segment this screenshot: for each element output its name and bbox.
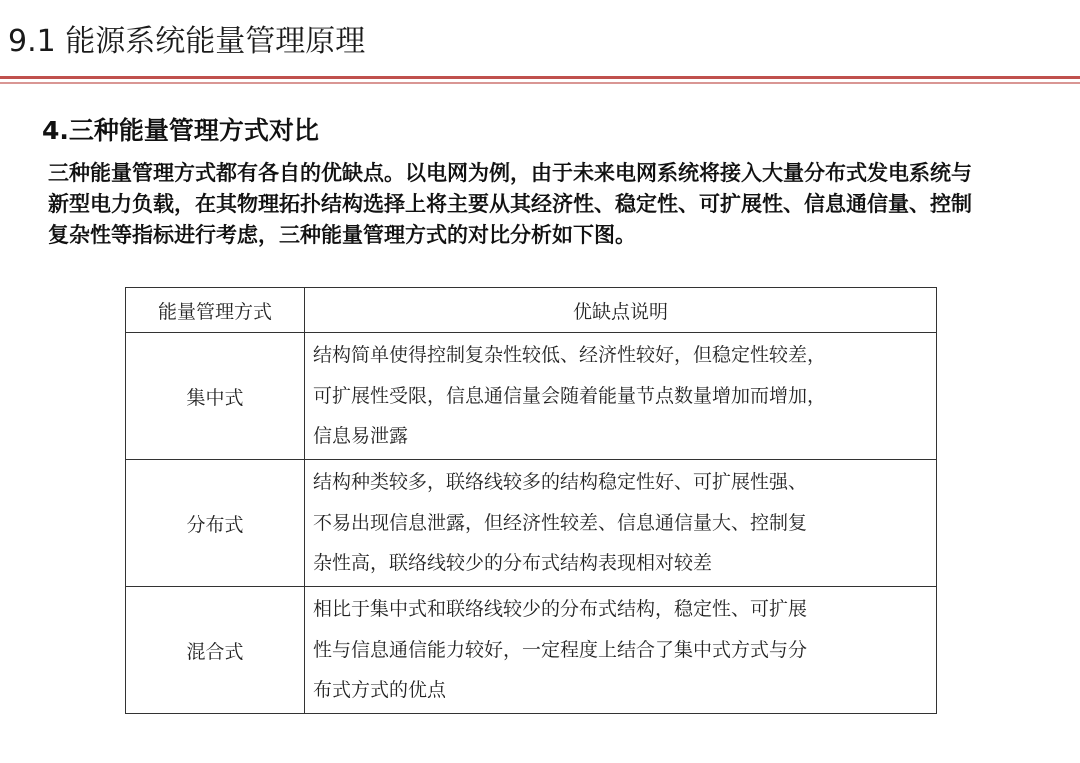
section-paragraph: 三种能量管理方式都有各自的优缺点。以电网为例，由于未来电网系统将接入大量分布式发电系统与新型电力负载，在其物理拓扑结构选择上将主要从其经济性、稳定性、可扩展性、信息通信量、控制复杂性等指标进行考虑，三种能量管理方式的对比分析如下图。 [48,161,972,247]
description-line: 结构种类较多，联络线较多的结构稳定性好、可扩展性强、 [313,471,808,494]
method-cell: 集中式 [126,333,305,460]
description-line: 杂性高，联络线较少的分布式结构表现相对较差 [313,552,713,575]
description-line: 性与信息通信能力较好，一定程度上结合了集中式方式与分 [313,638,808,661]
column-header-description: 优缺点说明 [305,288,937,333]
description-line: 可扩展性受限，信息通信量会随着能量节点数量增加而增加， [313,384,827,407]
table-row-hybrid [126,587,937,714]
slide-title: 9.1 能源系统能量管理原理 [8,24,366,59]
section-heading: 4.三种能量管理方式对比 [42,116,319,145]
description-line: 不易出现信息泄露，但经济性较差、信息通信量大、控制复 [313,511,808,534]
description-cell [305,587,937,714]
table-row-distributed [126,460,937,587]
column-header-method: 能量管理方式 [126,288,305,333]
description-cell [305,460,937,587]
method-cell: 分布式 [126,460,305,587]
description-line: 结构简单使得控制复杂性较低、经济性较好，但稳定性较差， [313,344,827,367]
title-divider-secondary [0,82,1080,84]
description-line: 信息易泄露 [313,425,409,448]
table-row-centralized [126,333,937,460]
method-cell: 混合式 [126,587,305,714]
description-line: 相比于集中式和联络线较少的分布式结构，稳定性、可扩展 [313,598,808,621]
table-header-row [126,288,937,333]
description-line: 布式方式的优点 [313,679,447,702]
comparison-table [125,287,937,714]
title-divider-primary [0,76,1080,79]
title-divider [0,76,1080,88]
description-cell [305,333,937,460]
